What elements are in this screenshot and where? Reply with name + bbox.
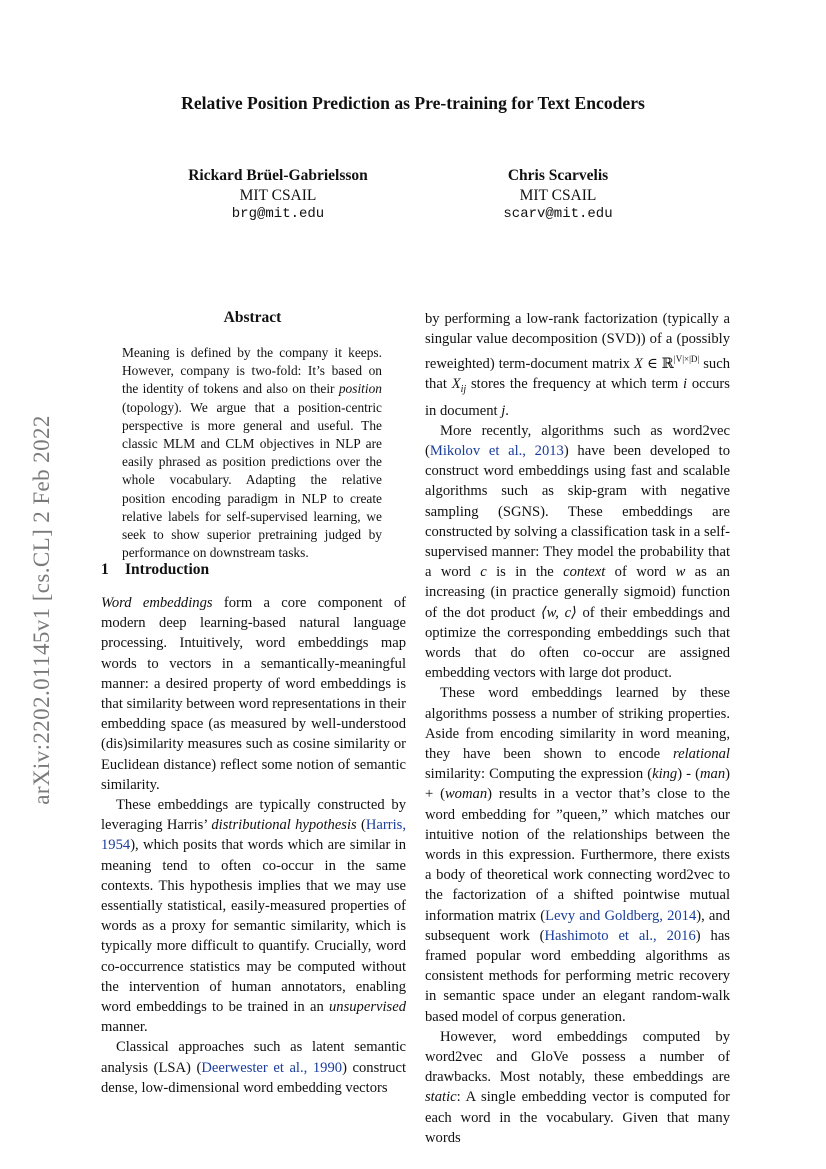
author-name: Rickard Brüel-Gabrielsson bbox=[188, 167, 368, 184]
paper-title: Relative Position Prediction as Pre-training for Text Encoders bbox=[181, 93, 645, 113]
abstract-text: Meaning is defined by the company it keeps. However, company is two-fold: It’s based on the identity of tokens and also on their position (topology). We argue that a position-centric perspective is more general and useful. The classic MLM and CLM objectives in NLP are easily phrased as position predictions over the whole vocabulary. Adapting the relative position encoding paradigm in NLP to create relative labels for self-supervised learning, we seek to show superior pretraining judged by performance on downstream tasks. bbox=[122, 345, 382, 561]
author-affiliation: MIT CSAIL bbox=[519, 186, 597, 204]
author-name: Chris Scarvelis bbox=[507, 167, 609, 184]
author-email[interactable]: brg@mit.edu bbox=[231, 206, 325, 222]
citation-link[interactable]: Levy and Goldberg, 2014 bbox=[545, 907, 697, 924]
citation-link[interactable]: Mikolov et al., 2013 bbox=[429, 442, 564, 459]
paragraph: Word embeddings form a core component of modern deep learning-based natural language processing. Intuitively, word embeddings map words to vectors in a semantically-meaningful manner: a desired property of word embeddings is that similarity between word representations in their embedding space (as measured by well-understood (dis)similarity measures such as cosine similarity or Euclidean distance) reflect some notion of semantic similarity. bbox=[101, 595, 406, 793]
author-affiliation: MIT CSAIL bbox=[239, 186, 317, 204]
arxiv-side-stamp: arXiv:2202.01145v1 [cs.CL] 2 Feb 2022 bbox=[29, 415, 54, 805]
author-block bbox=[448, 166, 668, 225]
abstract-heading: Abstract bbox=[223, 309, 282, 326]
author-block bbox=[168, 166, 388, 225]
citation-link[interactable]: Hashimoto et al., 2016 bbox=[544, 927, 696, 944]
left-column bbox=[101, 593, 406, 1098]
paragraph: Classical approaches such as latent semantic analysis (LSA) (Deerwester et al., 1990) construct dense, low-dimensional word embedding vectors bbox=[101, 1039, 406, 1096]
paragraph: These embeddings are typically constructed by leveraging Harris’ distributional hypothesis (Harris, 1954), which posits that words which are similar in meaning tend to often co-occur in the same contexts. This hypothesis implies that we may use essentially statistical, easily-measured properties of words as a proxy for semantic similarity, which is typically more difficult to quantify. Crucially, word co-occurrence statistics may be computed without the intervention of human annotators, enabling word embeddings to be trained in an unsupervised manner. bbox=[101, 797, 406, 1036]
paragraph: However, word embeddings computed by word2vec and GloVe possess a number of drawbacks. Most notably, these embeddings are static: A single embedding vector is computed for each word in the vocabulary. Given that many words bbox=[425, 1028, 730, 1146]
right-column bbox=[425, 309, 730, 1148]
section-number: 1 bbox=[101, 561, 109, 578]
citation-link[interactable]: Harris, 1954 bbox=[101, 817, 406, 854]
citation-link[interactable]: Deerwester et al., 1990 bbox=[201, 1059, 343, 1076]
paragraph: These word embeddings learned by these algorithms possess a number of striking properties. Aside from encoding similarity in word meaning, they have been shown to encode relational similarity: Computing the expression (king) - (man) + (woman) results in a vector that’s close to the word embedding for ”queen,” which matches our intuitive notion of the relationships between the words in this expression. Furthermore, there exists a body of theoretical work connecting word2vec to the factorization of a shifted pointwise mutual information matrix (Levy and Goldberg, 2014), and subsequent work (Hashimoto et al., 2016) has framed popular word embedding algorithms as consistent methods for performing metric recovery in semantic space under an elegant random-walk based model of corpus generation. bbox=[425, 685, 730, 1025]
paragraph: by performing a low-rank factorization (typically a singular value decomposition (SVD)) of a (possibly reweighted) term-document matrix X ∈ ℝ$^{|V|\times|D|}$ such that $X_{ij}$ stores the frequency at which term i occurs in document j. bbox=[425, 311, 730, 419]
section-heading bbox=[101, 561, 406, 579]
paragraph: More recently, algorithms such as word2vec (Mikolov et al., 2013) have been developed to construct word embeddings using fast and scalable algorithms such as skip-gram with negative sampling (SGNS). These embeddings are constructed by solving a classification task in a self-supervised manner: They model the probability that a word c is in the context of word w as an increasing (in practice generally sigmoid) function of the dot product ⟨w, c⟩ of their embeddings and optimize the corresponding embeddings such that words that do often co-occur are assigned embedding vectors with large dot product. bbox=[425, 422, 730, 682]
author-email[interactable]: scarv@mit.edu bbox=[503, 206, 613, 222]
section-title: Introduction bbox=[125, 561, 210, 578]
